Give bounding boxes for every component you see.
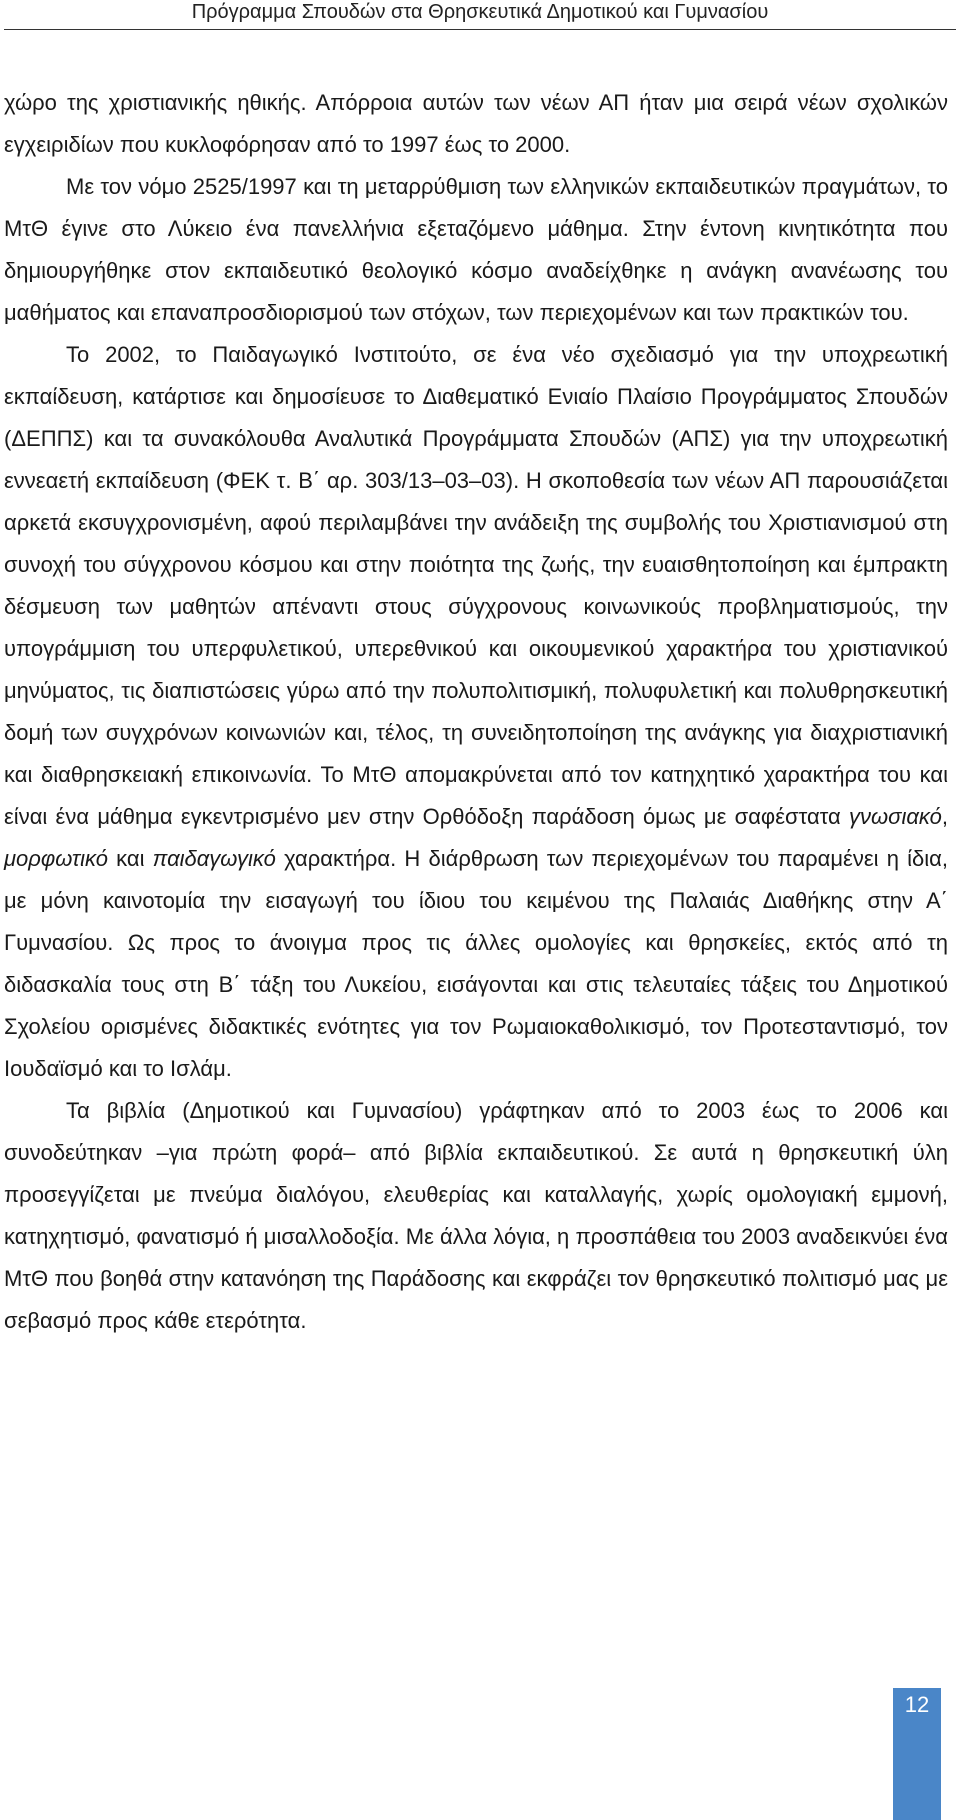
running-header bbox=[0, 0, 960, 32]
paragraph-3-text-b: χαρακτήρα. Η διάρθρωση των περιεχομένων του παραμένει η ίδια, με μόνη καινοτομία την εισαγωγή του ίδιου του κειμένου της Παλαιάς Διαθήκης στην Α΄ Γυμνασίου. Ως προς το άνοιγμα προς τις άλλες ομολογίες και θρησκείες, εκτός από τη διδασκαλία τους στη Β΄ τάξη του Λυκείου, εισάγονται και στις τελευταίες τάξεις του Δημοτικού Σχολείου ορισμένες διδακτικές ενότητες για τον Ρωμαιοκαθολικισμό, τον Προτεσταντισμό, τον Ιουδαϊσμό και το Ισλάμ. bbox=[4, 846, 948, 1081]
header-title: Πρόγραμμα Σπουδών στα Θρησκευτικά Δημοτικού και Γυμνασίου bbox=[191, 1, 769, 23]
paragraph-3 bbox=[4, 334, 948, 1090]
emphasis-formative: μορφωτικό bbox=[4, 846, 108, 871]
emphasis-pedagogical: παιδαγωγικό bbox=[152, 846, 276, 871]
body-text bbox=[4, 82, 948, 1342]
page-number-badge bbox=[893, 1688, 941, 1820]
emphasis-cognitive: γνωσιακό bbox=[849, 804, 942, 829]
paragraph-2: Με τον νόμο 2525/1997 και τη μεταρρύθμιση των ελληνικών εκπαιδευτικών πραγμάτων, το ΜτΘ έγινε στο Λύκειο ένα πανελλήνια εξεταζόμενο μάθημα. Στην έντονη κινητικότητα που δημιουργήθηκε στον εκπαιδευτικό θεολογικό κόσμο αναδείχθηκε η ανάγκη ανανέωσης του μαθήματος και επαναπροσδιορισμού των στόχων, των περιεχομένων και των πρακτικών του. bbox=[4, 174, 948, 325]
header-rule bbox=[4, 29, 956, 30]
page-number: 12 bbox=[904, 1692, 930, 1717]
paragraph-4: Τα βιβλία (Δημοτικού και Γυμνασίου) γράφτηκαν από το 2003 έως το 2006 και συνοδεύτηκαν –για πρώτη φορά– από βιβλία εκπαιδευτικού. Σε αυτά η θρησκευτική ύλη προσεγγίζεται με πνεύμα διαλόγου, ελευθερίας και καταλλαγής, χωρίς ομολογιακή εμμονή, κατηχητισμό, φανατισμό ή μισαλλοδοξία. Με άλλα λόγια, η προσπάθεια του 2003 αναδεικνύει ένα ΜτΘ που βοηθά στην κατανόηση της Παράδοσης και εκφράζει τον θρησκευτικό πολιτισμό μας με σεβασμό προς κάθε ετερότητα. bbox=[4, 1098, 948, 1333]
comma-separator: , bbox=[941, 804, 948, 829]
paragraph-1: χώρο της χριστιανικής ηθικής. Απόρροια αυτών των νέων ΑΠ ήταν μια σειρά νέων σχολικών εγχειριδίων που κυκλοφόρησαν από το 1997 έως το 2000. bbox=[4, 90, 948, 157]
conjunction-and: και bbox=[116, 846, 145, 871]
paragraph-3-text-a: Το 2002, το Παιδαγωγικό Ινστιτούτο, σε ένα νέο σχεδιασμό για την υποχρεωτική εκπαίδευση, κατάρτισε και δημοσίευσε το Διαθεματικό Ενιαίο Πλαίσιο Προγράμματος Σπουδών (ΔΕΠΠΣ) και τα συνακόλουθα Αναλυτικά Προγράμματα Σπουδών (ΑΠΣ) για την υποχρεωτική εννεαετή εκπαίδευση (ΦΕΚ τ. Β΄ αρ. 303/13–03–03). Η σκοποθεσία των νέων ΑΠ παρουσιάζεται αρκετά εκσυγχρονισμένη, αφού περιλαμβάνει την ανάδειξη της συμβολής του Χριστιανισμού στη συνοχή του σύγχρονου κόσμου και στην ποιότητα της ζωής, την ευαισθητοποίηση και έμπρακτη δέσμευση των μαθητών απέναντι στους σύγχρονους κοινωνικούς προβληματισμούς, την υπογράμμιση του υπερφυλετικού, υπερεθνικού και οικουμενικού χαρακτήρα του χριστιανικού μηνύματος, τις διαπιστώσεις γύρω από την πολυπολιτισμική, πολυφυλετική και πολυθρησκευτική δομή των συγχρόνων κοινωνιών και, τέλος, τη συνειδητοποίηση της ανάγκης για διαχριστιανική και διαθρησκειακή επικοινωνία. Το ΜτΘ απομακρύνεται από τον κατηχητικό χαρακτήρα του και είναι ένα μάθημα εγκεντρισμένο μεν στην Ορθόδοξη παράδοση όμως με σαφέστατα bbox=[4, 342, 948, 829]
